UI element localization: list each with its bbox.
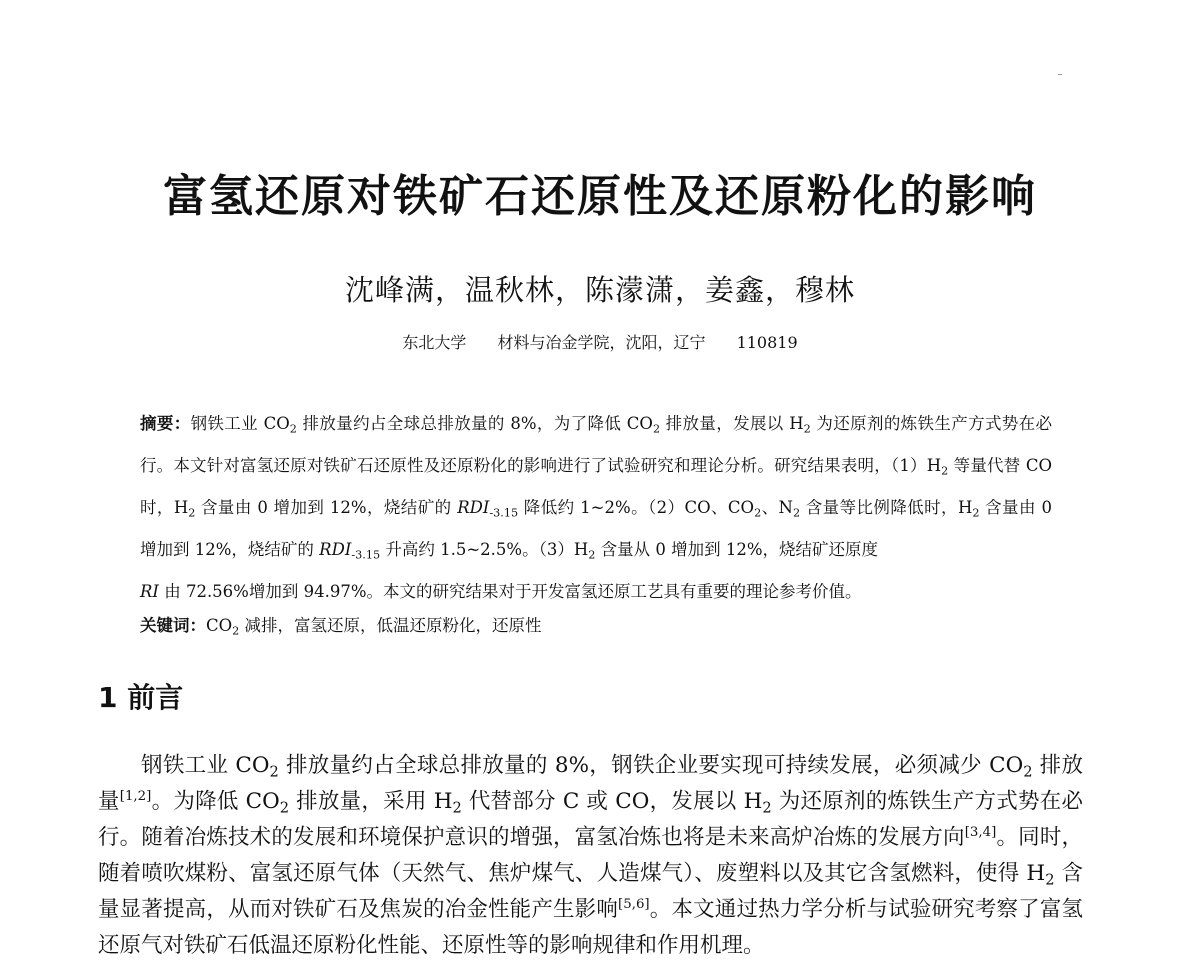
abstract-text: 含量由 0 增加到 12%，烧结矿的 [140, 498, 1053, 559]
subscript: 2 [188, 506, 196, 520]
abstract-text: 由 72.56%增加到 94.97%。本文的研究结果对于开发富氢还原工艺具有重要的理论参考价值。 [158, 582, 862, 601]
section-heading: 1 前言 [98, 681, 184, 714]
abstract-label: 摘要： [140, 414, 191, 433]
intro-text: 。本文通过热力学分析与试验研究考察了富氢还原气对铁矿石低温还原粉化性能、还原性等的影响规律和作用机理。 [98, 897, 1083, 958]
paper-title: 富氢还原对铁矿石还原性及还原粉化的影响 [163, 171, 1037, 222]
intro-text: 。为降低 CO [151, 789, 280, 814]
subscript: 2 [269, 763, 279, 781]
rdi-symbol: RDI [319, 540, 352, 559]
subscript: 2 [452, 799, 462, 817]
intro-text: 代替部分 C 或 CO，发展以 H [461, 789, 763, 814]
subscript: 2 [972, 506, 980, 520]
ri-symbol: RI [140, 582, 159, 601]
subscript: 2 [588, 548, 596, 562]
abstract-text: 含量从 0 增加到 12%，烧结矿还原度 [595, 540, 879, 559]
intro-text: 含量显著提高，从而对铁矿石及焦炭的冶金性能产生影响 [98, 861, 1083, 922]
keywords [140, 612, 1052, 636]
subscript: 2 [1045, 871, 1055, 889]
abstract [140, 403, 1052, 613]
subscript: 2 [232, 624, 240, 638]
subscript: 2 [1023, 763, 1033, 781]
rdi-symbol: RDI [457, 498, 490, 517]
affiliation-university: 东北大学 [402, 333, 467, 352]
subscript: 2 [754, 506, 762, 520]
abstract-text: 排放量，发展以 H [660, 414, 804, 433]
author-list: 沈峰满，温秋林，陈濛潇，姜鑫，穆林 [344, 273, 855, 307]
subscript: 2 [803, 422, 811, 436]
citation: [3,4] [964, 825, 997, 841]
affiliation [0, 330, 1200, 353]
abstract-text: 排放量约占全球总排放量的 8%，为了降低 CO [296, 414, 653, 433]
rdi-subscript: -3.15 [489, 506, 519, 520]
keywords-text: CO [206, 616, 233, 635]
subscript: 2 [289, 422, 297, 436]
keywords-label: 关键词： [140, 616, 206, 635]
citation: [1,2] [119, 789, 152, 805]
abstract-text: 、N [761, 498, 793, 517]
abstract-text: 为还原剂的炼铁生产方式势在必行。本文针对富氢还原对铁矿石还原性及还原粉化的影响进行了试验研究和理论分析。研究结果表明，（1）H [140, 414, 1053, 475]
keywords-text: 减排，富氢还原，低温还原粉化，还原性 [239, 616, 542, 635]
affiliation-postcode: 110819 [736, 333, 798, 352]
abstract-text: 升高约 1.5~2.5%。（3）H [380, 540, 589, 559]
abstract-text: 含量由 0 增加到 12%，烧结矿的 [195, 498, 458, 517]
intro-text: 排放量 [98, 753, 1083, 814]
abstract-text: 降低约 1~2%。（2）CO、CO [518, 498, 755, 517]
abstract-text: 钢铁工业 CO [190, 414, 290, 433]
intro-text: 排放量，采用 H [289, 789, 453, 814]
intro-paragraph [98, 748, 1083, 964]
affiliation-school: 材料与冶金学院，沈阳，辽宁 [497, 333, 706, 352]
subscript: 2 [762, 799, 772, 817]
subscript: 2 [652, 422, 661, 436]
abstract-text: 含量等比例降低时，H [800, 498, 973, 517]
intro-text: 。同时，随着喷吹煤粉、富氢还原气体（天然气、焦炉煤气、人造煤气）、废塑料以及其它含氢燃料，使得 H [98, 825, 1083, 886]
subscript: 2 [941, 464, 949, 478]
intro-text: 为还原剂的炼铁生产方式势在必行。随着冶炼技术的发展和环境保护意识的增强，富氢冶炼也将是未来高炉冶炼的发展方向 [98, 789, 1083, 850]
subscript: 2 [792, 506, 801, 520]
rdi-subscript: -3.15 [351, 548, 381, 562]
scan-speck [1058, 74, 1062, 75]
subscript: 2 [279, 799, 290, 817]
citation: [5,6] [618, 897, 650, 913]
abstract-text: 等量代替 CO 时，H [140, 456, 1052, 517]
intro-text: 排放量约占全球总排放量的 8%，钢铁企业要实现可持续发展，必须减少 CO [278, 753, 1024, 778]
intro-text: 钢铁工业 CO [141, 753, 270, 778]
